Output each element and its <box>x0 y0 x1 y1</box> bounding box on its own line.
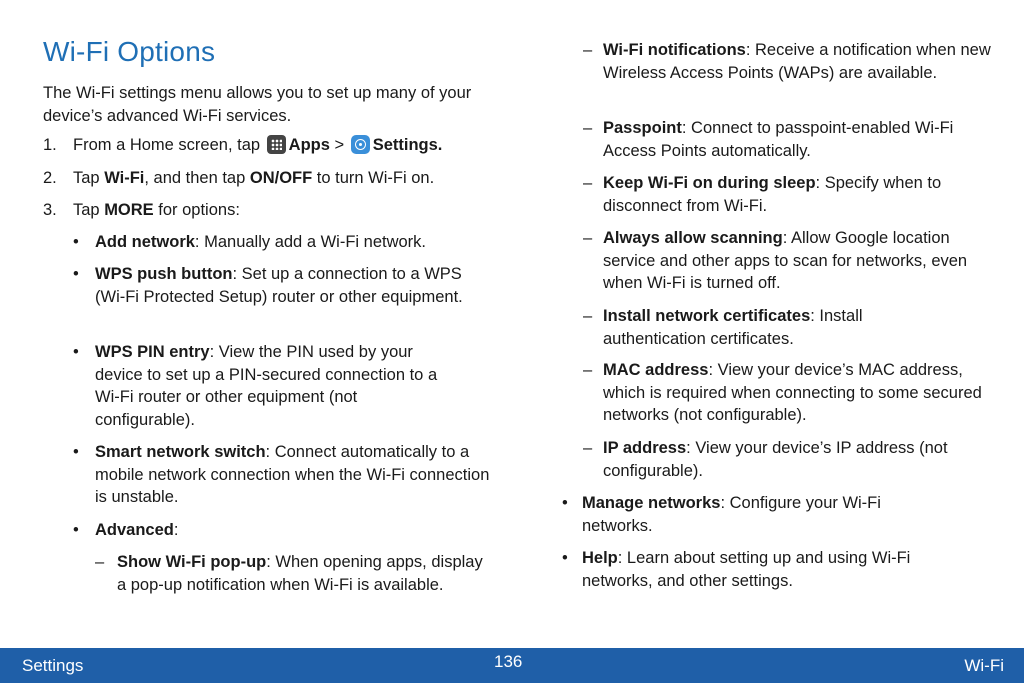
advanced-always-allow-scanning: Always allow scanning: Allow Google location service and other apps to scan for networks, even when Wi-Fi is turned off. <box>603 229 968 292</box>
step-number: 2. <box>43 169 57 187</box>
option-wps-pin-entry: WPS PIN entry: View the PIN used by your device to set up a PIN-secured connection to a Wi-Fi router or other equipment (not configurable). <box>95 343 438 429</box>
advanced-mac-address: MAC address: View your device’s MAC address, which is required when connecting to some secured networks (not configurable). <box>603 361 982 424</box>
option-wps-push-button: WPS push button: Set up a connection to a WPS (Wi-Fi Protected Setup) router or other equipment. <box>95 265 463 306</box>
step-3: Tap MORE for options: <box>73 201 240 219</box>
advanced-wifi-notifications: Wi-Fi notifications: Receive a notification when new Wireless Access Points (WAPs) are available. <box>603 41 991 82</box>
dash-marker: – <box>583 41 593 59</box>
dash-marker: – <box>583 439 593 457</box>
dash-marker: – <box>583 361 593 379</box>
page-title: Wi-Fi Options <box>43 36 216 67</box>
bullet-icon: • <box>562 494 568 512</box>
advanced-keep-wifi-on: Keep Wi-Fi on during sleep: Specify when to disconnect from Wi-Fi. <box>603 174 942 215</box>
bullet-icon: • <box>73 521 79 539</box>
dash-marker: – <box>583 229 593 247</box>
step-1: From a Home screen, tap Apps > Settings. <box>73 136 443 154</box>
settings-gear-icon <box>351 135 370 154</box>
advanced-install-certificates: Install network certificates: Install authentication certificates. <box>603 307 863 348</box>
bullet-icon: • <box>73 443 79 461</box>
dash-marker: – <box>583 174 593 192</box>
footer-chapter-label: Wi-Fi <box>964 656 1004 675</box>
option-help: Help: Learn about setting up and using Wi-Fi networks, and other settings. <box>582 549 911 590</box>
bullet-icon: • <box>73 233 79 251</box>
bullet-icon: • <box>73 343 79 361</box>
footer-section-label: Settings <box>22 656 84 675</box>
dash-marker: – <box>583 119 593 137</box>
step-number: 3. <box>43 201 57 219</box>
option-manage-networks: Manage networks: Configure your Wi-Fi networks. <box>582 494 881 535</box>
page-number: 136 <box>494 652 523 671</box>
option-add-network: Add network: Manually add a Wi-Fi network. <box>95 233 427 251</box>
page-footer <box>0 648 1024 683</box>
option-smart-network-switch: Smart network switch: Connect automatically to a mobile network connection when the Wi-Fi connection is unstable. <box>95 443 490 506</box>
dash-marker: – <box>95 553 105 571</box>
dash-marker: – <box>583 307 593 325</box>
bullet-icon: • <box>562 549 568 567</box>
step-2: Tap Wi-Fi, and then tap ON/OFF to turn Wi-Fi on. <box>73 169 435 187</box>
advanced-passpoint: Passpoint: Connect to passpoint-enabled Wi-Fi Access Points automatically. <box>603 119 954 160</box>
step-number: 1. <box>43 136 57 154</box>
option-advanced: Advanced: <box>95 521 179 539</box>
advanced-ip-address: IP address: View your device’s IP address (not configurable). <box>603 439 948 480</box>
apps-icon <box>267 135 286 154</box>
bullet-icon: • <box>73 265 79 283</box>
intro-paragraph: The Wi-Fi settings menu allows you to set up many of your device’s advanced Wi-Fi services. <box>43 84 472 125</box>
advanced-show-wifi-popup: Show Wi-Fi pop-up: When opening apps, display a pop-up notification when Wi-Fi is available. <box>117 553 483 594</box>
